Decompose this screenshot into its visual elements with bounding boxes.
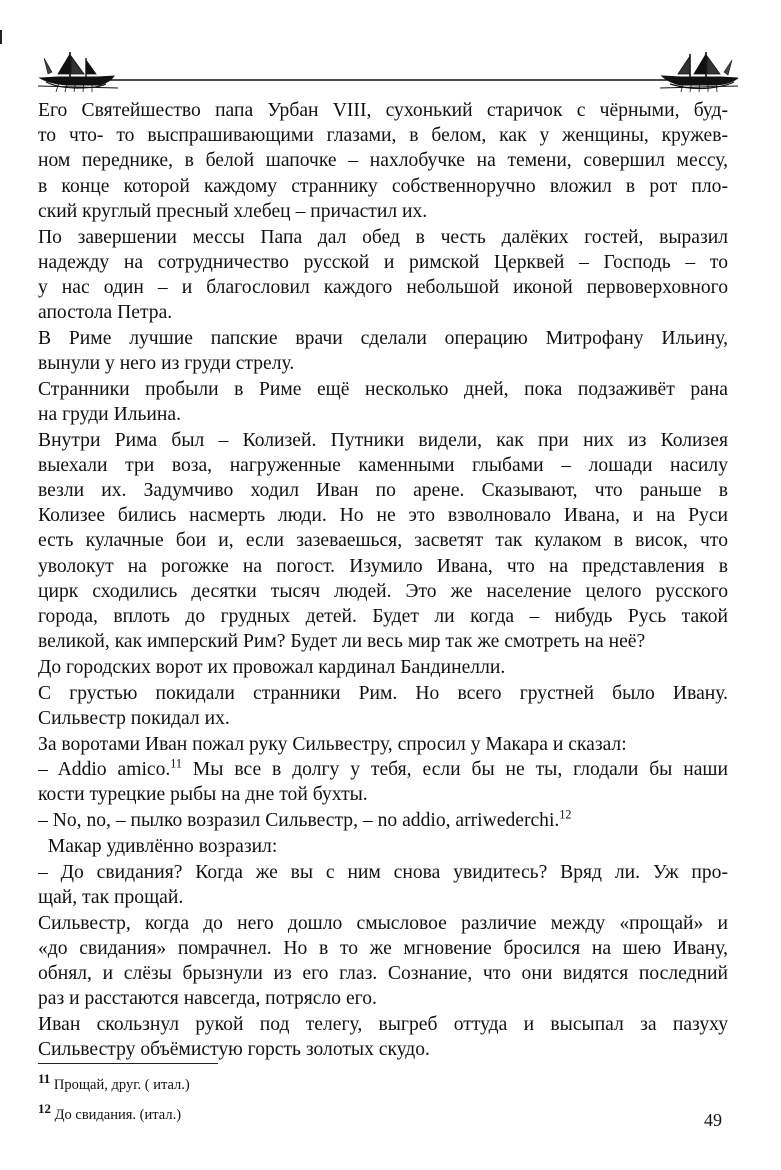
footnote-number: 12 [38,1101,51,1117]
text-line: щай, так прощай. [38,886,184,908]
text-line: За воротами Иван пожал руку Сильвестру, спросил у Макара и сказал: [38,733,627,755]
footnote-reference: 12 [559,808,572,822]
paragraph [38,225,728,326]
footnote-item [38,1100,190,1130]
footnote-reference: 11 [170,757,182,771]
text-line: С грустью покидали странники Рим. Но всего грустней было Ивану. [38,682,728,704]
text-line: то что- то выспрашивающими глазами, в белом, как у женщины, кружев- [38,125,728,147]
text-line: на груди Ильина. [38,403,182,425]
text-segment: – No, no, – пылко возразил Сильвестр, – no addio, arriwederchi. [38,810,560,832]
text-line: кости турецкие рыбы на дне той бухты. [38,784,368,806]
text-line: великой, как имперский Рим? Будет ли весь мир так же смотреть на неё? [38,631,646,653]
text-line: выехали три воза, нагруженные каменными глыбами – лошади насилу [38,454,728,476]
main-text [38,98,728,1063]
text-line: ном переднике, в белой шапочке – нахлобучке на темени, совершил мессу, [38,150,728,172]
text-line: Сильвестр покидал их. [38,707,230,729]
text-line: Макар удивлённо возразил: [38,835,278,857]
footnote-item [38,1070,190,1100]
text-line: раз и расстаются навсегда, потрясло его. [38,988,377,1010]
paragraph [38,377,728,427]
text-line: у нас один – и благословил каждого небольшой иконой первоверховного [38,276,728,298]
paragraph [38,860,728,910]
paragraph [38,834,728,859]
text-line: надежду на сотрудничество русской и римской Церквей – Господь – то [38,251,728,273]
paragraph [38,808,728,833]
footnote-number: 11 [38,1071,51,1087]
text-line: Странники пробыли в Риме ещё несколько дней, пока подзаживёт рана [38,378,728,400]
text-line [38,808,728,833]
text-line: Его Святейшество папа Урбан VIII, сухонький старичок с чёрными, буд- [38,100,728,121]
footnotes [38,1070,190,1130]
ship-ornament-right [660,52,738,92]
text-line: города, вплоть до грудных детей. Будет ли когда – нибудь Русь такой [38,606,728,628]
text-line: везли их. Задумчиво ходил Иван по арене. Сказывают, что раньше в [38,480,728,502]
paragraph [38,655,728,680]
text-line: Сильвестр, когда до него дошло смысловое различие между «прощай» и [38,912,728,934]
text-line: В Риме лучшие папские врачи сделали операцию Митрофану Ильину, [38,327,728,349]
footnote-divider [38,1063,218,1064]
footnote-text: Прощай, друг. ( итал.) [53,1077,190,1093]
footnote-text: До свидания. (итал.) [54,1107,182,1123]
text-line: Внутри Рима был – Колизей. Путники видели, как при них из Колизея [38,429,728,451]
text-line: Сильвестру объёмистую горсть золотых скудо. [38,1039,430,1061]
text-line: уволокут на рогожке на погост. Изумило Ивана, что на представления в [38,555,728,577]
text-line: в конце которой каждому страннику собственноручно вложил в рот пло- [38,175,728,197]
text-line: ский круглый пресный хлебец – причастил их. [38,200,428,222]
text-line: Иван скользнул рукой под телегу, выгреб оттуда и высыпал за пазуху [38,1013,728,1035]
header-ornament [38,48,738,98]
text-line: Колизее бились насмерть люди. Но не это взволновало Ивана, и на Руси [38,505,728,527]
page-number: 49 [704,1110,722,1130]
text-line: – До свидания? Когда же вы с ним снова увидитесь? Вряд ли. Уж про- [38,861,728,883]
text-segment: Мы все в долгу у тебя, если бы не ты, глодали бы наши [181,759,728,781]
text-line: апостола Петра. [38,302,173,324]
paragraph [38,732,728,757]
text-line: цирк сходились десятки тысяч людей. Это же население целого русского [38,580,728,602]
text-line: обнял, и слёзы брызнули из его глаз. Сознание, что они видятся последний [38,962,728,984]
paragraph [38,681,728,731]
text-line: есть кулачные бои и, если зазеваешься, засветят так кулаком в висок, что [38,530,728,552]
paragraph [38,428,728,655]
text-segment: – Addio amico. [38,759,171,781]
ship-ornament-left [38,52,118,92]
paragraph [38,1012,728,1062]
text-line: До городских ворот их провожал кардинал Бандинелли. [38,656,506,678]
text-line: вынули у него из груди стрелу. [38,353,295,375]
paragraph [38,98,728,224]
paragraph [38,911,728,1012]
text-line: «до свидания» помрачнел. Но в то же мгновение бросился на шею Ивану, [38,937,728,959]
paragraph [38,757,728,807]
paragraph [38,326,728,376]
scan-edge-mark [0,30,5,44]
text-line: По завершении мессы Папа дал обед в честь далёких гостей, выразил [38,226,728,248]
text-line [38,757,728,782]
